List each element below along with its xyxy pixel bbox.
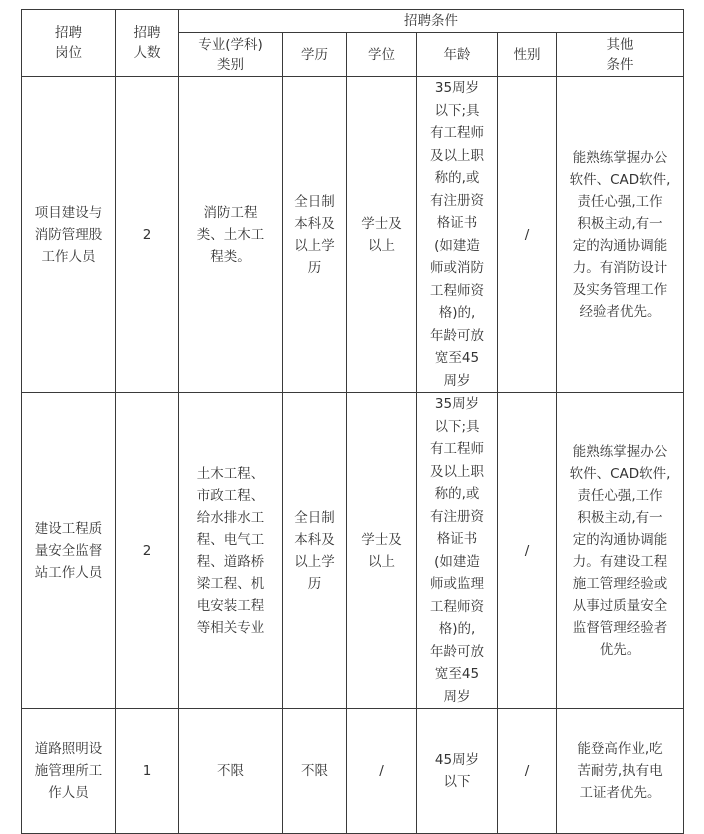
- cell-degree: 学士及 以上: [347, 393, 417, 709]
- table-row: [22, 709, 684, 834]
- cell-age: 35周岁 以下;具 有工程师 及以上职 称的,或 有注册资 格证书 (如建造 师或消防 工程师资 格)的, 年龄可放 宽至45 周岁: [417, 77, 498, 393]
- cell-degree: 学士及 以上: [347, 77, 417, 393]
- header-education: 学历: [283, 33, 347, 77]
- cell-major: 土木工程、 市政工程、 给水排水工 程、电气工 程、道路桥 梁工程、机 电安装工程 等相关专业: [179, 393, 283, 709]
- cell-education: 不限: [283, 709, 347, 834]
- cell-other: 能熟练掌握办公 软件、CAD软件, 责任心强,工作 积极主动,有一 定的沟通协调能 力。有建设工程 施工管理经验或 从事过质量安全 监督管理经验者 优先。: [557, 393, 684, 709]
- cell-major: 不限: [179, 709, 283, 834]
- cell-gender: /: [498, 77, 557, 393]
- cell-education: 全日制 本科及 以上学 历: [283, 77, 347, 393]
- recruitment-table: [21, 9, 684, 834]
- cell-other: 能登高作业,吃 苦耐劳,执有电 工证者优先。: [557, 709, 684, 834]
- header-age: 年龄: [417, 33, 498, 77]
- cell-other: 能熟练掌握办公 软件、CAD软件, 责任心强,工作 积极主动,有一 定的沟通协调能 力。有消防设计 及实务管理工作 经验者优先。: [557, 77, 684, 393]
- header-conditions: 招聘条件: [179, 10, 684, 33]
- cell-position: 道路照明设 施管理所工 作人员: [22, 709, 116, 834]
- header-major: 专业(学科) 类别: [179, 33, 283, 77]
- cell-education: 全日制 本科及 以上学 历: [283, 393, 347, 709]
- table-row: [22, 77, 684, 393]
- header-degree: 学位: [347, 33, 417, 77]
- cell-age: 45周岁 以下: [417, 709, 498, 834]
- table-row: [22, 393, 684, 709]
- cell-age: 35周岁 以下;具 有工程师 及以上职 称的,或 有注册资 格证书 (如建造 师或监理 工程师资 格)的, 年龄可放 宽至45 周岁: [417, 393, 498, 709]
- cell-count: 2: [116, 393, 179, 709]
- cell-count: 1: [116, 709, 179, 834]
- header-gender: 性别: [498, 33, 557, 77]
- header-row-top: [22, 10, 684, 33]
- header-other: 其他 条件: [557, 33, 684, 77]
- cell-major: 消防工程 类、土木工 程类。: [179, 77, 283, 393]
- cell-gender: /: [498, 393, 557, 709]
- cell-position: 建设工程质 量安全监督 站工作人员: [22, 393, 116, 709]
- cell-degree: /: [347, 709, 417, 834]
- cell-position: 项目建设与 消防管理股 工作人员: [22, 77, 116, 393]
- header-count: 招聘 人数: [116, 10, 179, 77]
- cell-gender: /: [498, 709, 557, 834]
- cell-count: 2: [116, 77, 179, 393]
- header-position: 招聘 岗位: [22, 10, 116, 77]
